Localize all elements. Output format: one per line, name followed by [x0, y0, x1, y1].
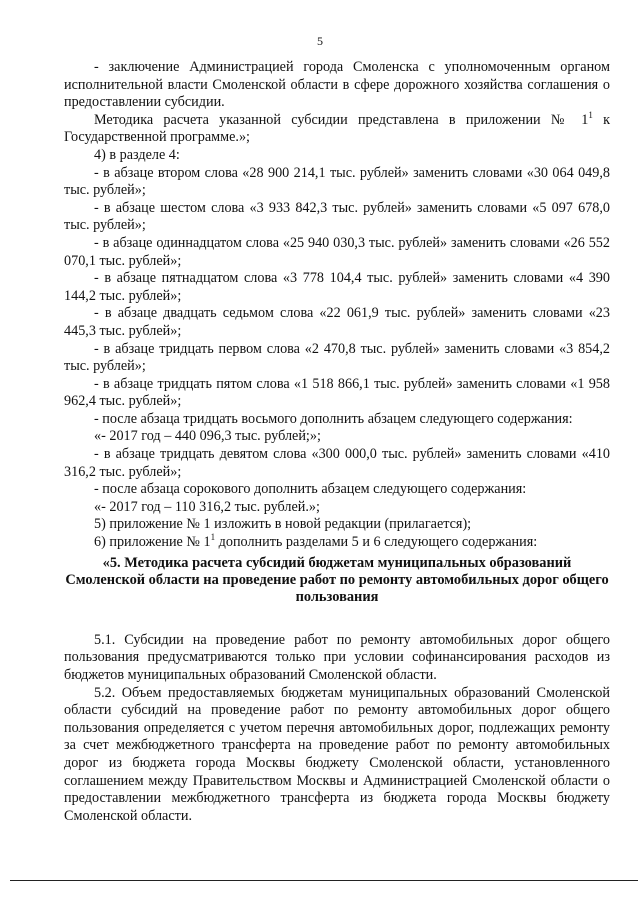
paragraph-text: Методика расчета указанной субсидии представлена в приложении № 1 — [94, 111, 589, 128]
paragraph-appendix-1-1 — [64, 534, 610, 552]
paragraph-amendment-6: - в абзаце шестом слова «3 933 842,3 тыс. рублей» заменить словами «5 097 678,0 тыс. рублей»; — [64, 199, 610, 234]
paragraph-appendix-1: 5) приложение № 1 изложить в новой редакции (прилагается); — [94, 516, 472, 533]
superscript: 1 — [588, 109, 593, 120]
paragraph-add-after-38: - после абзаца тридцать восьмого дополнить абзацем следующего содержания: — [94, 410, 573, 427]
paragraph-5-1: 5.1. Субсидии на проведение работ по ремонту автомобильных дорог общего пользования предусматриваются только при условии софинансирования расходов из бюджетов муниципальных образований Смоленской области. — [64, 631, 610, 684]
paragraph-amendment-27: - в абзаце двадцать седьмом слова «22 061,9 тыс. рублей» заменить словами «23 445,3 тыс. рублей»; — [64, 305, 610, 339]
paragraph-tail: дополнить разделами 5 и 6 следующего содержания: — [215, 534, 538, 551]
document-body — [64, 59, 610, 825]
paragraph-section-4: 4) в разделе 4: — [94, 146, 180, 163]
section-heading: «5. Методика расчета субсидий бюджетам муниципальных образований Смоленской области на проведение работ по ремонту автомобильных дорог общего пользования — [65, 554, 609, 606]
bottom-rule — [10, 880, 638, 881]
paragraph-amendment-39: - в абзаце тридцать девятом слова «300 000,0 тыс. рублей» заменить словами «410 316,2 тыс. рублей»; — [64, 446, 610, 480]
paragraph-5-2: 5.2. Объем предоставляемых бюджетам муниципальных образований Смоленской области субсидий на проведение работ по ремонту автомобильных дорог общего пользования определяется с учетом перечня автомобильных дорог, подлежащих ремонту за счет межбюджетного трансферта на проведение работ по ремонту автомобильных дорог из бюджета города Москвы бюджету Смоленской области, установленного соглашением между Правительством Москвы и Администрацией Смоленской области о предоставлении межбюджетного трансферта из бюджета города Москвы бюджету Смоленской области. — [64, 684, 610, 824]
paragraph-amendment-2: - в абзаце втором слова «28 900 214,1 тыс. рублей» заменить словами «30 064 049,8 тыс. рублей»; — [64, 164, 610, 199]
paragraph-agreement-condition: - заключение Администрацией города Смоленска с уполномоченным органом исполнительной власти Смоленской области в сфере дорожного хозяйства соглашения о предоставлении субсидии. — [64, 59, 610, 111]
paragraph-amendment-31: - в абзаце тридцать первом слова «2 470,8 тыс. рублей» заменить словами «3 854,2 тыс. рублей»; — [64, 340, 610, 375]
paragraph-text: 6) приложение № 1 — [94, 534, 211, 551]
paragraph-2017-440: «- 2017 год – 440 096,3 тыс. рублей;»; — [94, 428, 321, 445]
paragraph-amendment-11: - в абзаце одиннадцатом слова «25 940 030,3 тыс. рублей» заменить словами «26 552 070,1 тыс. рублей»; — [64, 234, 610, 269]
paragraph-tail: к Государственной программе.»; — [64, 111, 610, 146]
paragraph-2017-110: «- 2017 год – 110 316,2 тыс. рублей.»; — [94, 498, 320, 515]
page-number: 5 — [317, 34, 323, 48]
paragraph-amendment-35: - в абзаце тридцать пятом слова «1 518 866,1 тыс. рублей» заменить словами «1 958 962,4 тыс. рублей»; — [64, 375, 610, 410]
paragraph-methodology-reference — [64, 109, 610, 147]
paragraph-add-after-40: - после абзаца сорокового дополнить абзацем следующего содержания: — [94, 481, 527, 498]
paragraph-amendment-15: - в абзаце пятнадцатом слова «3 778 104,4 тыс. рублей» заменить словами «4 390 144,2 тыс. рублей»; — [64, 270, 610, 304]
superscript: 1 — [210, 532, 216, 543]
spacer — [64, 607, 610, 632]
